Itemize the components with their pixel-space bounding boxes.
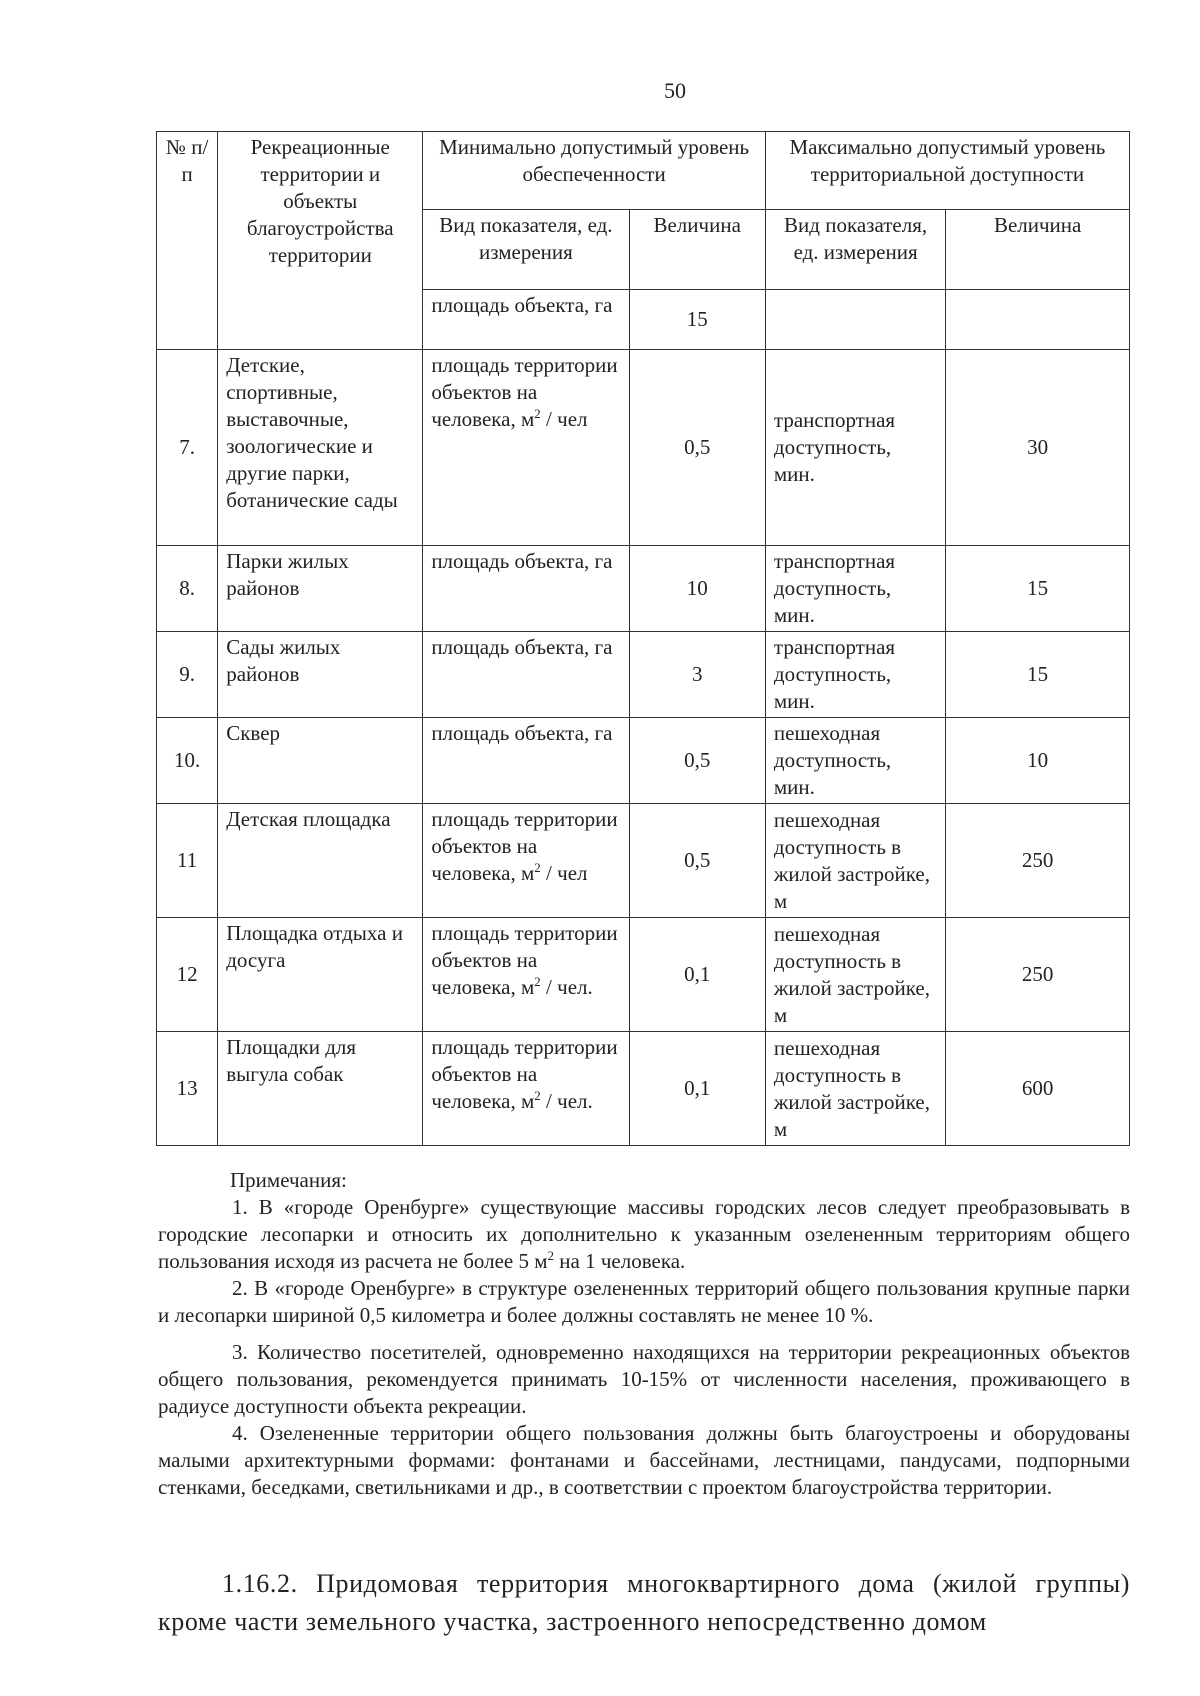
page-number: 50 xyxy=(664,78,686,103)
row-num: 10. xyxy=(157,718,218,804)
header-max-group: Максимально допустимый уровень территориальной доступности xyxy=(765,132,1129,210)
row-max-value: 15 xyxy=(946,546,1130,632)
header-min-indicator: Вид показателя, ед. измерения xyxy=(423,210,629,290)
row-name: Детские, спортивные, выставочные, зоологические и другие парки, ботанические сады xyxy=(218,350,423,546)
header-min-value: Величина xyxy=(629,210,765,290)
row-min-indicator: площадь территории объектов на человека, $м^2$ / чел. xyxy=(423,918,629,1032)
row-min-indicator: площадь территории объектов на человека, $м^2$ / чел. xyxy=(423,1032,629,1146)
row-name: Парки жилых районов xyxy=(218,546,423,632)
row-max-indicator: пешеходная доступность в жилой застройке, м xyxy=(765,804,945,918)
continuation-min-indicator: площадь объекта, га xyxy=(423,290,629,350)
row-max-indicator: транспортная доступность, мин. xyxy=(765,632,945,718)
note-item: 4. Озелененные территории общего пользования должны быть благоустроены и оборудованы малыми архитектурными формами: фонтанами и бассейнами, лестницами, пандусами, подпорными стенками, беседками, светильниками и др., в соответствии с проектом благоустройства территории. xyxy=(158,1421,1130,1499)
recreation-norms-table xyxy=(156,131,1130,1146)
continuation-min-value: 15 xyxy=(629,290,765,350)
row-name: Площадка отдыха и досуга xyxy=(218,918,423,1032)
empty-cell xyxy=(946,290,1130,350)
row-num: 7. xyxy=(157,350,218,546)
section-paragraph xyxy=(158,1565,1130,1641)
row-name: Сады жилых районов xyxy=(218,632,423,718)
header-min-group: Минимально допустимый уровень обеспеченности xyxy=(423,132,766,210)
table-row xyxy=(157,918,1130,1032)
row-min-indicator: площадь объекта, га xyxy=(423,546,629,632)
row-max-value: 15 xyxy=(946,632,1130,718)
header-max-value: Величина xyxy=(946,210,1130,290)
row-min-value: 0,5 xyxy=(629,804,765,918)
row-min-value: 0,1 xyxy=(629,918,765,1032)
table-header-row xyxy=(157,132,1130,210)
row-num: 13 xyxy=(157,1032,218,1146)
row-name: Площадки для выгула собак xyxy=(218,1032,423,1146)
note-item: 1. В «городе Оренбурге» существующие массивы городских лесов следует преобразовывать в городские лесопарки и относить их дополнительно к указанным озелененным территориям общего пользования исходя из расчета не более 5 $м^2$ на 1 человека. xyxy=(158,1195,1130,1273)
row-max-indicator: транспортная доступность, мин. xyxy=(765,350,945,546)
table-row xyxy=(157,546,1130,632)
row-num: 9. xyxy=(157,632,218,718)
row-max-value: 600 xyxy=(946,1032,1130,1146)
row-max-value: 10 xyxy=(946,718,1130,804)
table-row xyxy=(157,1032,1130,1146)
row-min-value: 0,5 xyxy=(629,350,765,546)
notes-title: Примечания: xyxy=(230,1168,347,1192)
note-item: 2. В «городе Оренбурге» в структуре озелененных территорий общего пользования крупные парки и лесопарки шириной 0,5 километра и более должны составлять не менее 10 %. xyxy=(158,1276,1130,1327)
row-min-value: 10 xyxy=(629,546,765,632)
row-name: Детская площадка xyxy=(218,804,423,918)
header-name: Рекреационные территории и объекты благоустройства территории xyxy=(218,132,423,350)
row-max-indicator: пешеходная доступность в жилой застройке, м xyxy=(765,1032,945,1146)
row-min-value: 0,1 xyxy=(629,1032,765,1146)
row-max-indicator: пешеходная доступность в жилой застройке, м xyxy=(765,918,945,1032)
row-name: Сквер xyxy=(218,718,423,804)
row-num: 11 xyxy=(157,804,218,918)
row-max-value: 250 xyxy=(946,804,1130,918)
notes-block xyxy=(158,1167,1130,1501)
row-num: 8. xyxy=(157,546,218,632)
note-item: 3. Количество посетителей, одновременно находящихся на территории рекреационных объектов общего пользования, рекомендуется принимать 10-15% от численности населения, проживающего в радиусе доступности объекта рекреации. xyxy=(158,1340,1130,1418)
table-row xyxy=(157,350,1130,546)
row-max-indicator: транспортная доступность, мин. xyxy=(765,546,945,632)
row-min-value: 0,5 xyxy=(629,718,765,804)
section-text: 1.16.2. Придомовая территория многоквартирного дома (жилой группы) кроме части земельного участка, застроенного непосредственно домом xyxy=(158,1569,1130,1636)
row-max-value: 250 xyxy=(946,918,1130,1032)
empty-cell xyxy=(765,290,945,350)
row-min-indicator: площадь территории объектов на человека, $м^2$ / чел xyxy=(423,350,629,546)
row-max-indicator: пешеходная доступность, мин. xyxy=(765,718,945,804)
table-row xyxy=(157,804,1130,918)
row-num: 12 xyxy=(157,918,218,1032)
row-min-indicator: площадь объекта, га xyxy=(423,718,629,804)
header-max-indicator: Вид показателя, ед. измерения xyxy=(765,210,945,290)
table-row xyxy=(157,718,1130,804)
row-min-indicator: площадь объекта, га xyxy=(423,632,629,718)
header-num: № п/п xyxy=(157,132,218,350)
row-min-value: 3 xyxy=(629,632,765,718)
row-min-indicator: площадь территории объектов на человека, $м^2$ / чел xyxy=(423,804,629,918)
row-max-value: 30 xyxy=(946,350,1130,546)
table-row xyxy=(157,632,1130,718)
